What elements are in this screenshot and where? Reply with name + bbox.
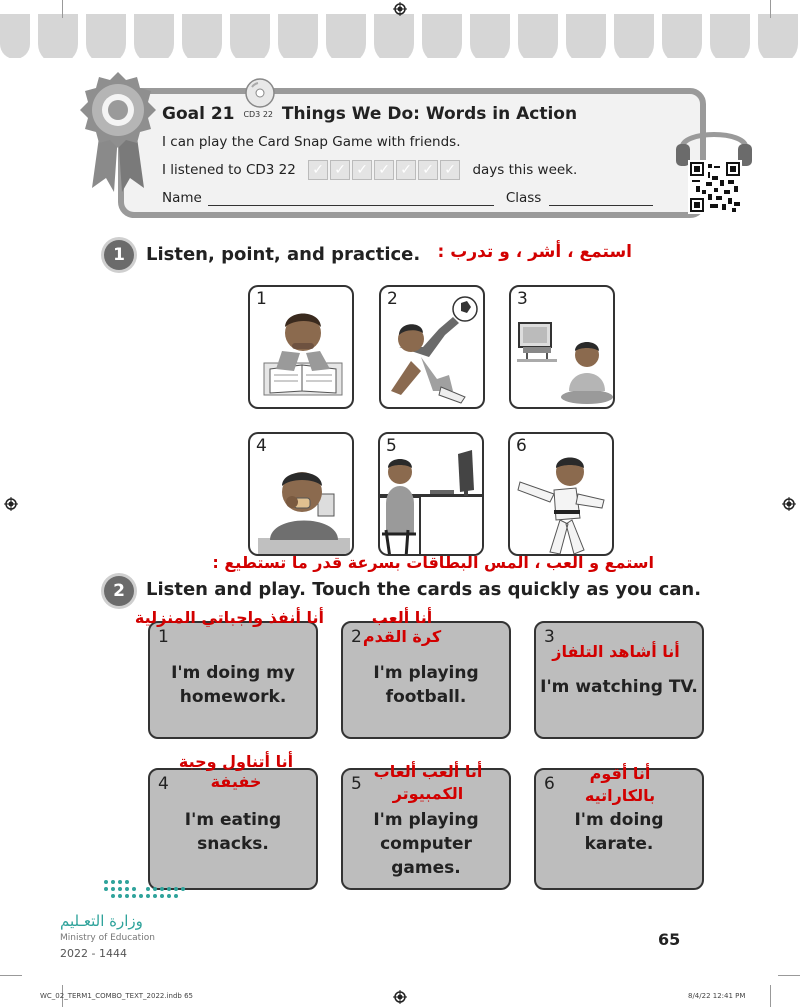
print-slug-file: WC_02_TERM1_COMBO_TEXT_2022.indb 65: [40, 992, 193, 1000]
tick-box[interactable]: ✓: [396, 160, 416, 180]
section-1-number: 1: [104, 240, 134, 270]
name-class-line: [162, 190, 653, 206]
crop-mark: [0, 975, 22, 976]
tick-box[interactable]: ✓: [374, 160, 394, 180]
picture-card-4[interactable]: [248, 432, 354, 556]
name-field[interactable]: [208, 194, 494, 206]
card-number: 5: [351, 774, 362, 794]
card-6-arabic-line2: بالكاراتيه: [584, 786, 656, 805]
can-statement: I can play the Card Snap Game with friends.: [162, 134, 461, 150]
card-text-line: I'm watching TV.: [540, 677, 698, 697]
section-2-number: 2: [104, 576, 134, 606]
tick-box[interactable]: ✓: [418, 160, 438, 180]
card-3-arabic: أنا أشاهد التلفاز: [552, 642, 680, 661]
card-5-arabic-line2: الكمبيوتر: [392, 784, 464, 803]
card-2-arabic-line2: كرة القدم: [362, 627, 442, 646]
name-label: Name: [162, 190, 202, 206]
picture-card-6[interactable]: [508, 432, 614, 556]
registration-mark-icon: [4, 497, 18, 511]
tick-box[interactable]: ✓: [440, 160, 460, 180]
card-number: 3: [517, 289, 528, 309]
crop-mark: [62, 0, 63, 18]
card-text-line: I'm doing: [574, 810, 664, 830]
card-text-line: computer games.: [380, 834, 472, 878]
card-4-arabic-line2: خفيفة: [210, 772, 262, 791]
card-5-arabic-line1: أنا ألعب ألعاب: [373, 762, 483, 781]
page-number: 65: [658, 930, 681, 949]
goal-topic: Things We Do: Words in Action: [281, 104, 578, 124]
card-number: 2: [351, 627, 362, 647]
registration-mark-icon: [393, 990, 407, 1004]
card-2-arabic-line1: أنا ألعب: [371, 608, 433, 627]
card-number: 5: [386, 436, 397, 456]
ministry-arabic-name: وزارة التعـليم: [60, 912, 143, 930]
card-4-arabic-line1: أنا أتناول وجبة: [178, 752, 294, 771]
card-text-line: karate.: [584, 834, 654, 854]
card-number: 3: [544, 627, 555, 647]
card-1-arabic: أنا أنفذ واجباتي المنزلية: [134, 608, 324, 627]
word-card-1[interactable]: [148, 621, 318, 739]
picture-card-2[interactable]: [379, 285, 485, 409]
ministry-logo-icon: [100, 876, 192, 906]
card-number: 6: [544, 774, 555, 794]
listened-prefix: I listened to CD3 22: [162, 162, 296, 178]
picture-card-5[interactable]: [378, 432, 484, 556]
crop-mark: [770, 985, 771, 1007]
card-number: 6: [516, 436, 527, 456]
qr-code-icon: [688, 160, 742, 214]
cd-track-tag: CD3 22: [243, 109, 273, 119]
section-1-arabic-instruction: استمع ، أشر ، و تدرب :: [437, 242, 632, 262]
card-6-arabic-line1: أنا أقوم: [589, 764, 651, 783]
card-number: 2: [387, 289, 398, 309]
listened-line: [162, 160, 577, 180]
goal-title: [162, 104, 577, 124]
listening-tick-boxes: [308, 160, 460, 180]
card-text-line: I'm doing my: [171, 663, 295, 683]
card-text-line: football.: [385, 687, 467, 707]
bunting-decoration: [0, 14, 800, 58]
cd-icon: [244, 77, 276, 109]
card-number: 1: [256, 289, 267, 309]
tick-box[interactable]: ✓: [308, 160, 328, 180]
crop-mark: [778, 975, 800, 976]
card-number: 4: [158, 774, 169, 794]
tick-box[interactable]: ✓: [352, 160, 372, 180]
picture-card-1[interactable]: [248, 285, 354, 409]
print-slug-date: 8/4/22 12:41 PM: [688, 992, 746, 1000]
card-text-line: I'm playing: [373, 663, 479, 683]
picture-card-3[interactable]: [509, 285, 615, 409]
goal-number: Goal 21: [162, 104, 235, 124]
card-text-line: snacks.: [197, 834, 269, 854]
card-text-line: homework.: [179, 687, 287, 707]
section-2-arabic-instruction: استمع و العب ، المس البطاقات بسرعة قدر ما تستطيع :: [212, 553, 654, 572]
rosette-badge-icon: [78, 70, 158, 200]
ministry-english-name: Ministry of Education: [60, 933, 155, 943]
class-label: Class: [505, 190, 542, 206]
registration-mark-icon: [393, 2, 407, 16]
ministry-year: 2022 - 1444: [60, 947, 127, 960]
goal-box: [118, 88, 706, 218]
card-text-line: I'm eating: [184, 810, 282, 830]
section-1-title: Listen, point, and practice.: [146, 244, 421, 265]
tick-box[interactable]: ✓: [330, 160, 350, 180]
section-2-title: Listen and play. Touch the cards as quickly as you can.: [146, 579, 702, 600]
word-card-3[interactable]: [534, 621, 704, 739]
listened-suffix: days this week.: [472, 162, 578, 178]
card-text-line: I'm playing: [373, 810, 479, 830]
crop-mark: [770, 0, 771, 18]
registration-mark-icon: [782, 497, 796, 511]
card-number: 4: [256, 436, 267, 456]
card-number: 1: [158, 627, 169, 647]
class-field[interactable]: [549, 194, 653, 206]
